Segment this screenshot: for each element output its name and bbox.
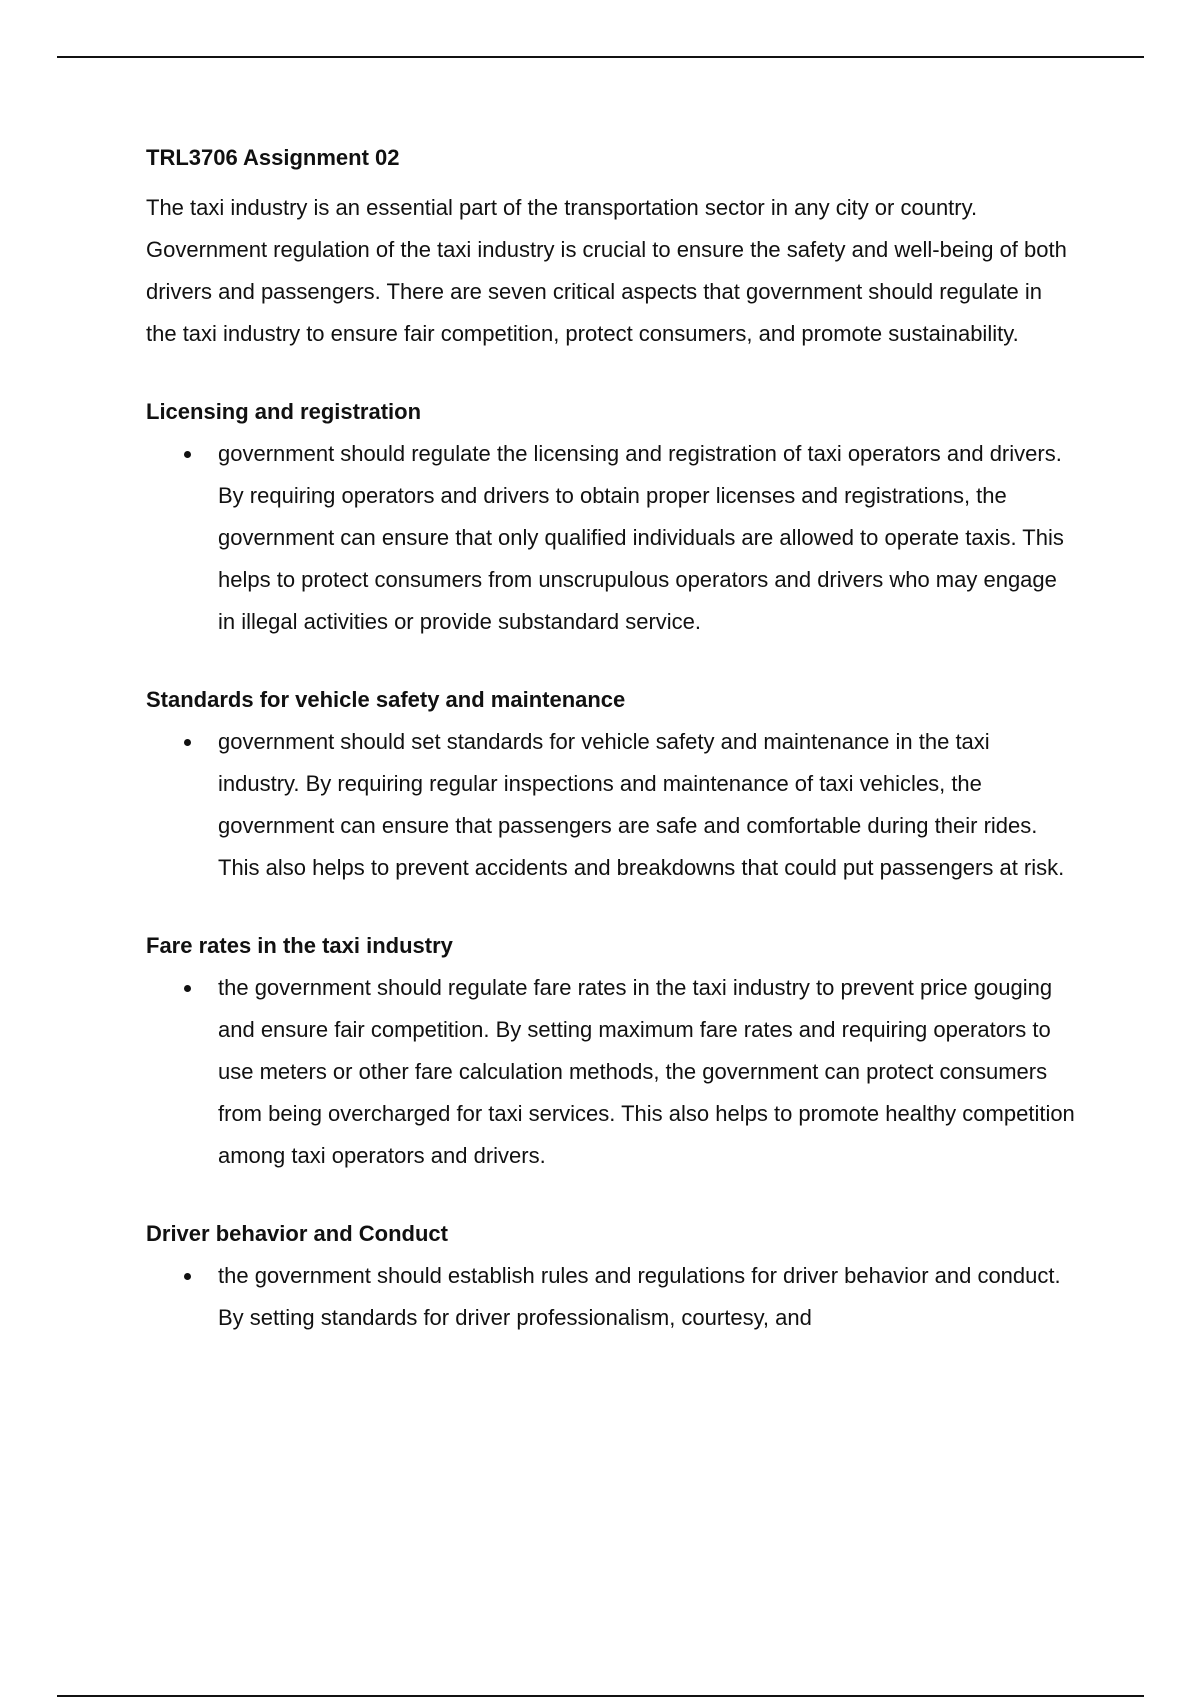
- section-licensing: [146, 397, 1076, 643]
- bullet-text: the government should regulate fare rates in the taxi industry to prevent price gouging and ensure fair competition. By setting maximum fare rates and requiring operators to use meters or other fare calculation methods, the government can protect consumers from being overcharged for taxi services. This also helps to promote healthy competition among taxi operators and drivers.: [218, 975, 1075, 1168]
- document-body: [146, 143, 1076, 1381]
- bullet-list: [146, 967, 1076, 1177]
- section-fare-rates: [146, 931, 1076, 1177]
- intro-paragraph: The taxi industry is an essential part of the transportation sector in any city or country. Government regulation of the taxi industry is crucial to ensure the safety and well-being of both drivers and passengers. There are seven critical aspects that government should regulate in the taxi industry to ensure fair competition, protect consumers, and promote sustainability.: [146, 195, 1067, 346]
- document-title: TRL3706 Assignment 02: [146, 145, 400, 170]
- list-item: [146, 721, 1076, 889]
- list-item: [146, 1255, 1076, 1339]
- section-heading: Driver behavior and Conduct: [146, 1221, 448, 1246]
- bullet-text: the government should establish rules and regulations for driver behavior and conduct. By setting standards for driver professionalism, courtesy, and: [218, 1263, 1061, 1330]
- section-heading: Standards for vehicle safety and maintenance: [146, 687, 626, 712]
- bullet-list: [146, 433, 1076, 643]
- bullet-text: government should set standards for vehicle safety and maintenance in the taxi industry. By requiring regular inspections and maintenance of taxi vehicles, the government can ensure that passengers are safe and comfortable during their rides. This also helps to prevent accidents and breakdowns that could put passengers at risk.: [218, 729, 1065, 880]
- section-vehicle-standards: [146, 685, 1076, 889]
- bottom-divider: [57, 1695, 1144, 1697]
- bullet-list: [146, 721, 1076, 889]
- bullet-icon: [184, 739, 191, 746]
- bullet-icon: [184, 451, 191, 458]
- bullet-icon: [184, 985, 191, 992]
- bullet-list: [146, 1255, 1076, 1339]
- section-heading: Licensing and registration: [146, 399, 422, 424]
- top-divider: [57, 56, 1144, 58]
- section-driver-conduct: [146, 1219, 1076, 1339]
- list-item: [146, 433, 1076, 643]
- list-item: [146, 967, 1076, 1177]
- bullet-icon: [184, 1273, 191, 1280]
- section-heading: Fare rates in the taxi industry: [146, 933, 453, 958]
- bullet-text: government should regulate the licensing and registration of taxi operators and drivers. By requiring operators and drivers to obtain proper licenses and registrations, the government can ensure that only qualified individuals are allowed to operate taxis. This helps to protect consumers from unscrupulous operators and drivers who may engage in illegal activities or provide substandard service.: [218, 441, 1064, 634]
